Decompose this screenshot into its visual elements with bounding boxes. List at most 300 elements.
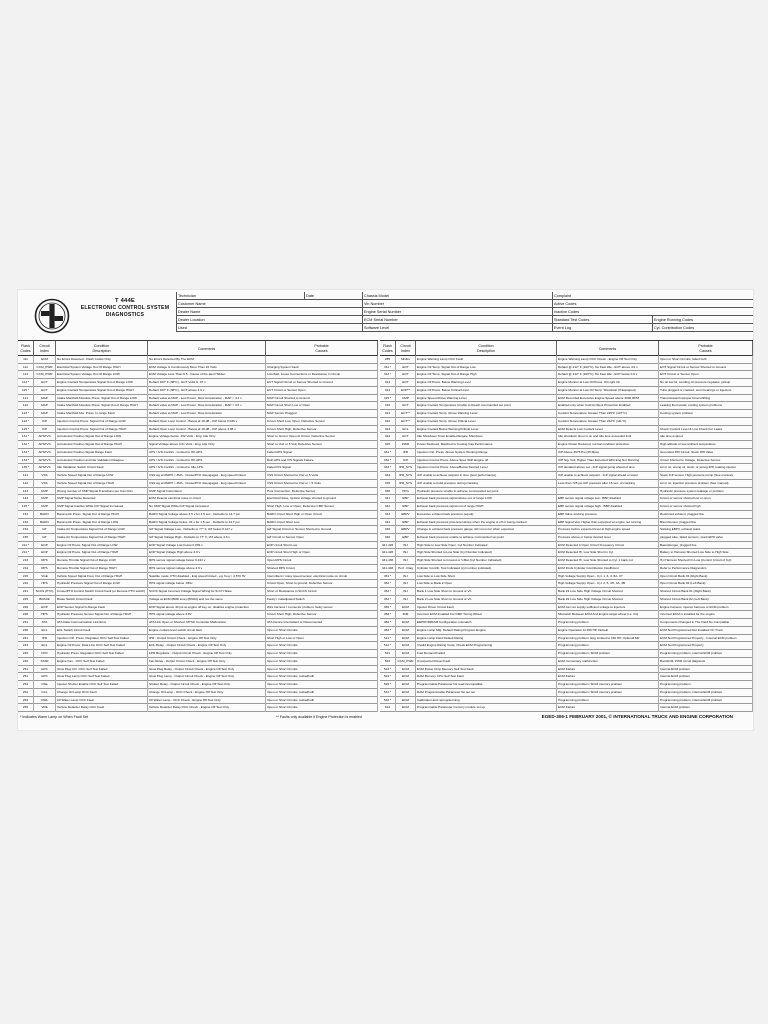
condition-description: Injection Control Press. Signal Out of Range LOW <box>56 418 148 426</box>
circuit-index: CMP <box>34 488 56 496</box>
circuit-index: HPS <box>34 611 56 619</box>
table-row <box>380 689 753 697</box>
table-row <box>380 611 753 619</box>
circuit-index: EOT <box>396 364 416 372</box>
header-field-9: Inactive Codes <box>552 308 753 316</box>
flash-code: 612 <box>380 704 396 712</box>
table-row <box>18 573 378 581</box>
circuit-index: EBP <box>396 534 416 542</box>
comments: APS / IVS Conflict - Limited to 0% APS <box>148 457 266 465</box>
condition-description: RAM Programmable Parameter list out set <box>416 689 557 697</box>
comments: HPS signal voltage below .039v <box>148 580 266 588</box>
comments: Coolant Temperature Greater Than 232°F (111°C) <box>557 418 659 426</box>
probable-causes: Circuit Short High, Defective Sensor <box>266 611 378 619</box>
table-row <box>380 642 753 650</box>
header-field-1: Date <box>304 292 362 300</box>
table-row <box>380 549 753 557</box>
condition-description: Engine Coolant Below Warning/Critical Level <box>416 426 557 434</box>
column-header <box>416 341 557 357</box>
condition-description: Cruise/PTO Control Switch Circuit Fault (or Remote PTO switch) <box>56 588 148 596</box>
condition-description: Engine Oil Press. Below Warning Level <box>416 379 557 387</box>
condition-description: Engine Coolant Temperature Signal Out of Range LOW <box>56 379 148 387</box>
table-row <box>380 426 753 434</box>
flash-code: 145 * <box>18 503 34 511</box>
probable-causes: Open or Short Circuits <box>266 666 378 674</box>
table-row <box>380 410 753 418</box>
probable-causes: MAP Circuit Short Low or Open <box>266 402 378 410</box>
circuit-index: ECL <box>34 642 56 650</box>
circuit-index: IPR_SYS <box>396 464 416 472</box>
condition-description: ATA Data Communication Link Error <box>56 619 148 627</box>
flash-code: 322 <box>380 418 396 426</box>
circuit-index: EOT <box>396 371 416 379</box>
comments: VSS sig at 0MPH < 3Mh - Cruise/PTO disengaged - Eng speed limited <box>148 472 266 480</box>
table-row <box>18 488 378 496</box>
flash-code: 285 <box>380 356 396 364</box>
table-row <box>18 689 378 697</box>
table-row <box>18 635 378 643</box>
table-row <box>18 371 378 379</box>
probable-causes: No oil low lvl, sending oil pressure regulator, pickup <box>659 379 753 387</box>
circuit-index: GPC <box>34 666 56 674</box>
column-header-label: Index <box>401 349 410 353</box>
circuit-index: MAP <box>34 410 56 418</box>
comments: Default 100° F (38°C) - ECT above 4.6 v <box>148 387 266 395</box>
condition-description: Vehicle Retarder Relay OCC Fault <box>56 704 148 712</box>
probable-causes: VSS Circuit Shorted to Vref or > 5 Volts <box>266 480 378 488</box>
comments: Oil Water Lamp - OCC Check - Engine Off Test Only <box>148 697 266 705</box>
circuit-index: CMP <box>34 503 56 511</box>
flash-code: 125 * <box>18 426 34 434</box>
probable-causes: Open or Short Circuits, lockedbulb <box>266 697 378 705</box>
flash-code: 114 * <box>18 379 34 387</box>
circuit-index: INJ <box>396 542 416 550</box>
flash-code: 342 <box>380 503 396 511</box>
circuit-index: IAT <box>34 534 56 542</box>
table-row <box>380 588 753 596</box>
flash-code: 421-426 <box>380 549 396 557</box>
probable-causes: Open or Short Circuits <box>266 681 378 689</box>
circuit-index: ECM <box>396 650 416 658</box>
sheet-footer <box>18 713 753 727</box>
flash-code: 216 <box>18 580 34 588</box>
circuit-index: IPR <box>34 635 56 643</box>
flash-code: 343 <box>380 511 396 519</box>
condition-description: Engine Speed Above Warning Level <box>416 395 557 403</box>
comments: Default Open Loop Control - Below at 18 dB - ICP above 4.88 v <box>148 426 266 434</box>
table-row <box>18 364 378 372</box>
flash-code: 231 <box>18 619 34 627</box>
probable-causes: IAT Signal Circuit or Sensor Shorted to Ground <box>266 526 378 534</box>
probable-causes: Poor Connection, Defective Sensor <box>266 488 378 496</box>
comments: Default value at MAP - Low Power, Slow Acceleration - MAP > 4.6 v <box>148 402 266 410</box>
comments: ECM Voltage Is Continuously More Than 16 Volts <box>148 364 266 372</box>
flash-code: 142 <box>18 480 34 488</box>
condition-description: Glow Plug Ctrl. OCC Self Test Failed <box>56 666 148 674</box>
table-row <box>18 588 378 596</box>
probable-causes: Transmission/Improper Downshifting <box>659 395 753 403</box>
circuit-index: RPS <box>34 565 56 573</box>
circuit-index: MAP <box>34 402 56 410</box>
condition-description: Remote Throttle Signal Out of Range LOW <box>56 557 148 565</box>
comments: No Errors Detected By The ECM <box>148 356 266 364</box>
comments: High Voltage Supply Open - Cyl. 1, 6, 3, 8A, 3? <box>557 573 659 581</box>
condition-description: Calibration and reprogramming <box>416 697 557 705</box>
condition-description: Wrong number of CMP Signal Transitions per Cam Rev <box>56 488 148 496</box>
comments: Shutter Relay - Output Circuit Check - Engine Off Test Only <box>148 681 266 689</box>
table-row <box>18 472 378 480</box>
probable-causes: Programming problem, internal ECM problem <box>659 689 753 697</box>
circuit-index: ECM <box>396 666 416 674</box>
condition-description: Accelerator Position Signal Out of Range LOW <box>56 433 148 441</box>
table-row <box>18 410 378 418</box>
flash-code: 124 * <box>18 418 34 426</box>
circuit-index: ECT** <box>396 418 416 426</box>
condition-description: Hydraulic Press. Regulator OCC Self Test Failed <box>56 650 148 658</box>
condition-description: Intake Manifold Absolute Press. Signal Out of Range LOW <box>56 395 148 403</box>
circuit-index: BARO <box>34 511 56 519</box>
circuit-index: ECT <box>34 387 56 395</box>
circuit-index: APS/IVS <box>34 464 56 472</box>
table-row <box>18 356 378 364</box>
table-row <box>380 433 753 441</box>
column-header-label: Comments <box>197 346 216 351</box>
condition-description: Engine Oil Press. Data Line OCC Self Test Failed <box>56 642 148 650</box>
condition-description: EEPROM/RAM Configuration mismatch <box>416 619 557 627</box>
probable-causes: Short to Vref or 5 Volt, Defective Sensor <box>266 441 378 449</box>
flash-code: 451 * <box>380 573 396 581</box>
probable-causes: Check Coolant Level & Low Check For Leaks <box>659 426 753 434</box>
circuit-index: INJ <box>396 580 416 588</box>
condition-description: Engine Oil Press. Signal Out of Range LOW <box>56 542 148 550</box>
probable-causes: ECT Signal Circuit or Sensor Shorted to Ground <box>266 379 378 387</box>
column-header <box>659 341 753 357</box>
condition-description: Engine Fan - OCC Self Test Failed <box>56 658 148 666</box>
table-row <box>18 666 378 674</box>
condition-description: Cylinder Contrib. Test Indicated (cyl number indicated) <box>416 565 557 573</box>
table-header-row <box>380 340 753 356</box>
condition-description: Exhaust back pressure signal above out of range LOW <box>416 495 557 503</box>
circuit-index: APS/IVS <box>34 433 56 441</box>
flash-code: 212 * <box>18 549 34 557</box>
flash-code: 313 <box>380 379 396 387</box>
flash-code: 324 <box>380 433 396 441</box>
circuit-index: PWR <box>396 441 416 449</box>
probable-causes: Components Changed in The Field No Compatible <box>659 619 753 627</box>
left-table <box>18 340 378 712</box>
circuit-index: ECL <box>34 627 56 635</box>
circuit-index: IPR <box>396 449 416 457</box>
comments: ICP Above 3675 Psi (25 Mpa) <box>557 449 659 457</box>
circuit-index: INJ <box>396 557 416 565</box>
probable-causes: ATA Device Intermittent or Disconnected <box>266 619 378 627</box>
probable-causes: Battery to Harness Shorted Low Side to High Side <box>659 549 753 557</box>
document-title <box>80 298 170 319</box>
flash-code: 312 * <box>380 371 396 379</box>
probable-causes: Cooling system problem <box>659 410 753 418</box>
flash-code: 152 <box>18 519 34 527</box>
probable-causes: Circuit Short Low, Open, Defective Sensor <box>266 418 378 426</box>
comments: APS / IVS Conflict - Limited to Idle APS <box>148 464 266 472</box>
circuit-index: CMP <box>34 495 56 503</box>
circuit-index: APS/IVS <box>34 441 56 449</box>
condition-description: Exhaust back pressure plus-level above when the engine is off or being cranked <box>416 519 557 527</box>
flash-code: 321 <box>380 410 396 418</box>
probable-causes: Internal ECM problem <box>659 704 753 712</box>
table-row <box>380 395 753 403</box>
flash-code: 228 <box>18 611 34 619</box>
flash-code: 131 * <box>18 433 34 441</box>
circuit-index: INJ <box>396 573 416 581</box>
condition-description: Injector Driver Circuit Fault <box>416 604 557 612</box>
probable-causes: ECM Not Programmed Properly <box>659 642 753 650</box>
column-header-label: Comments <box>598 346 617 351</box>
probable-causes: Shorted RPS Circuit <box>266 565 378 573</box>
comments: ECM Finds Cylinder Contribution Insufficient <box>557 565 659 573</box>
probable-causes: Idle time expired <box>659 433 753 441</box>
comments: Engine Voltage below .152 Volts - Eng. Idle Only <box>148 433 266 441</box>
probable-causes: Open or Short Circuits, lockedbulb <box>266 673 378 681</box>
table-row <box>380 371 753 379</box>
table-row <box>380 573 753 581</box>
circuit-index: CCM_PWR <box>396 658 416 666</box>
condition-description: RAM Memory CPU Self Test Fault <box>416 673 557 681</box>
flash-code: 243 <box>18 642 34 650</box>
table-row <box>18 650 378 658</box>
circuit-index: STAR <box>34 658 56 666</box>
flash-code: 112 <box>18 364 34 372</box>
comments: Glow Plug Relay - Output Circuit Check - Engine Off Test Only <box>148 666 266 674</box>
comments: CMP Signal Intermittent <box>148 488 266 496</box>
condition-description: Injection Control Press. Signal Out of Range HIGH <box>56 426 148 434</box>
probable-causes: Stuck ICP sensor, High pressure pump (See manual) <box>659 472 753 480</box>
title-line: ELECTRONIC CONTROL SYSTEM <box>80 305 170 311</box>
flash-code: 225 <box>18 596 34 604</box>
flash-code: 311 * <box>380 364 396 372</box>
comments: ECM Detected A Open Circuit Frequency Circuit <box>557 542 659 550</box>
circuit-index: IAT <box>34 526 56 534</box>
circuit-index: VGE <box>34 573 56 581</box>
circuit-index: EBP <box>396 503 416 511</box>
flash-code: 262 <box>18 689 34 697</box>
table-row <box>380 557 753 565</box>
probable-causes: Open or Short Circuits <box>266 650 378 658</box>
condition-description: Power Reduced, Matched to Cooling Cap Performance <box>416 441 557 449</box>
probable-causes <box>266 356 378 364</box>
table-row <box>18 604 378 612</box>
condition-description: ICP unable to build pressure during cranking <box>416 480 557 488</box>
condition-description: Hydraulic Pressure Signal Out of Range LOW <box>56 580 148 588</box>
probable-causes: BARO circuit Short Low <box>266 519 378 527</box>
condition-description: Injection Ctrl. Press. Regulator OCC Self Test Failed <box>56 635 148 643</box>
table-row <box>18 580 378 588</box>
probable-causes: Programming problem, internal ECM problem <box>659 650 753 658</box>
table-row <box>18 704 378 712</box>
comments: Default Open Loop Control - Below at 18 dB - ICP below 0.039 v <box>148 418 266 426</box>
comments: Default @ 212° F (100°C), No Fast Idle - EOT above 4.6 v <box>557 364 659 372</box>
condition-description: ICP unable to achieve setpoint in time (poor performance) <box>416 472 557 480</box>
table-row <box>380 356 753 364</box>
circuit-index: ECT <box>396 433 416 441</box>
table-row <box>18 549 378 557</box>
condition-description: Incorrect ECM Installed For DMP Timing Wheel <box>416 611 557 619</box>
probable-causes: BARO circuit Short High or Open Circuit <box>266 511 378 519</box>
table-row <box>380 697 753 705</box>
table-row <box>380 449 753 457</box>
comments: Less than 725 psi ICP pressure after 15 sec. of cranking <box>557 480 659 488</box>
condition-description: Engine Lamp Mfg. Default Rating Program Engine <box>416 627 557 635</box>
probable-causes: Restricted exhaust, plugged line <box>659 511 753 519</box>
circuit-index: CCM_PWR <box>34 364 56 372</box>
table-row <box>380 402 753 410</box>
flash-code: 246 <box>18 658 34 666</box>
probable-causes: EOP circuit Short High or Open <box>266 549 378 557</box>
header-field-17: Cyl. Contribution Codes <box>652 324 753 332</box>
circuit-index: MAP <box>34 395 56 403</box>
comments: SCCS Signal Incorrect Voltage Signal Wiring for 5x3 H State <box>148 588 266 596</box>
condition-description: High Side to Low Side Open. Cyl Number Indicated <box>416 542 557 550</box>
probable-causes: Incorrect ECM is installed for the engine <box>659 611 753 619</box>
comments: Engine Monitor at Low Oil Press. Oil Light On <box>557 379 659 387</box>
table-row <box>380 457 753 465</box>
circuit-index: EOP <box>34 549 56 557</box>
circuit-index: CCM_PWR <box>34 371 56 379</box>
flash-code: 245 <box>18 650 34 658</box>
comments: ECM Recorded Excessive Engine Speed above 3000 RPM <box>557 395 659 403</box>
column-header-label: Causes <box>315 349 328 353</box>
condition-description: Change Oil Lamp OCC Fault <box>56 689 148 697</box>
condition-description: Injection Control Press. Above/Below Desired Level <box>416 464 557 472</box>
comments: Default value at MAP - Low Power, Slow Acceleration <box>148 410 266 418</box>
column-header <box>396 341 416 357</box>
condition-description: Engine Coolant Temp. Above Warning Level <box>416 410 557 418</box>
condition-description: Invalid Engine Rating Code, Check ECM Programming <box>416 642 557 650</box>
table-row <box>18 642 378 650</box>
table-row <box>18 433 378 441</box>
flash-code: 335 <box>380 480 396 488</box>
probable-causes: Circuit or sensor shorted low or open <box>659 495 753 503</box>
table-row <box>380 542 753 550</box>
flash-code: 251 <box>18 666 34 674</box>
comments: EOP Signal Voltage High above 4.9 v <box>148 549 266 557</box>
circuit-index: ATA <box>34 619 56 627</box>
column-header-label: Probable <box>698 344 713 348</box>
column-header <box>34 341 56 357</box>
flash-code: 331 * <box>380 449 396 457</box>
condition-description: Excessive exhaust back pressure (equal) <box>416 511 557 519</box>
flash-code: 315 * <box>380 395 396 403</box>
probable-causes: Open or Short Circuits, lockedbulb <box>266 689 378 697</box>
probable-causes: Wire harness / connector problem, faulty sensor <box>266 604 378 612</box>
condition-description: ECM Power Drop Memory Self Test Fault <box>416 666 557 674</box>
flash-code: 346 <box>380 534 396 542</box>
comments: Bank #1 Low Side High Voltage Circuit Shorted <box>557 588 659 596</box>
probable-causes: Circuit or sensor shorted high <box>659 503 753 511</box>
column-header <box>380 341 396 357</box>
column-header-label: Flash <box>383 344 392 348</box>
probable-causes: Leaking thermostat, cooling system problems <box>659 402 753 410</box>
header-field-11: ECM Serial Number <box>362 316 552 324</box>
condition-description: CMP Signal Noise Detected <box>56 495 148 503</box>
circuit-index: FSE <box>34 681 56 689</box>
probable-causes: Open or Short Circuits <box>266 704 378 712</box>
flash-code: 213 <box>18 557 34 565</box>
comments: ICP deviated above set - ICP signal going ahead of time <box>557 464 659 472</box>
flash-code: 482 * <box>380 619 396 627</box>
probable-causes: MAP Circuit Shorted to Ground <box>266 395 378 403</box>
condition-description: ECL Switch Circuit Fault <box>56 627 148 635</box>
comments: Coolant Temperature Greater Than 225°F (107°C) <box>557 410 659 418</box>
condition-description: Vehicle Speed Signal Freq. Out of Range HIGH <box>56 573 148 581</box>
flash-code: 453 * <box>380 588 396 596</box>
circuit-index: VSS <box>34 480 56 488</box>
table-row <box>18 681 378 689</box>
table-row <box>380 364 753 372</box>
probable-causes: Failed APS Signal <box>266 449 378 457</box>
table-row <box>18 526 378 534</box>
header-field-3: Complaint <box>552 292 753 300</box>
table-row <box>18 387 378 395</box>
probable-causes: ECT Circuit or Sensor Open <box>266 387 378 395</box>
flash-code: 251 <box>18 673 34 681</box>
circuit-index: EBPV <box>396 511 416 519</box>
probable-causes: Open or Short Circuits <box>266 658 378 666</box>
comments: Programming problem <box>557 642 659 650</box>
comments: Programming problem / ECM memory problem <box>557 681 659 689</box>
condition-description: Barometric Press. Signal Out of Range HIGH <box>56 511 148 519</box>
probable-causes: EOT Circuit or Sensor Open <box>659 371 753 379</box>
condition-description: Engine Warning Lamp OCC Fault <box>416 356 557 364</box>
comments: Engine Operation At 250 HP, Default <box>557 627 659 635</box>
flash-code: 122 <box>18 402 34 410</box>
header-field-12: Standard Test Codes <box>552 316 652 324</box>
comments: RPS sensor signal voltage above 4.9 v <box>148 565 266 573</box>
column-header-label: Flash <box>21 344 30 348</box>
header-field-14: Used <box>176 324 362 332</box>
comments: Fan Relay - Output Circuit Check - Engine Off Test Only <box>148 658 266 666</box>
header-fields <box>176 292 753 340</box>
flash-code: 263 <box>18 697 34 705</box>
condition-description: Bank 2 Low Side Short to Ground or Vb <box>416 596 557 604</box>
table-row <box>380 673 753 681</box>
column-header-label: Description <box>477 349 495 353</box>
comments: IPR - Output Circuit Check - Engine Off Test Only <box>148 635 266 643</box>
probable-causes: Short to Gnd or Open At Circuit, Defective Sensor <box>266 433 378 441</box>
condition-description: Programmable Parameter memory module set up <box>416 704 557 712</box>
column-header-label: Causes <box>699 349 712 353</box>
probable-causes: Circuit Shorted to Voltage, Defective Sensor <box>659 457 753 465</box>
probable-causes: Shorted Circuit Bank #2 (Left Bank) <box>659 596 753 604</box>
table-row <box>18 449 378 457</box>
footnote-engine-protection: ** Faults only available if Engine Protection is enabled <box>276 715 362 719</box>
condition-description: Intake Manifold Abs. Press. In-range Fault <box>56 410 148 418</box>
table-row <box>18 495 378 503</box>
table-row <box>18 542 378 550</box>
circuit-index: ECM <box>396 642 416 650</box>
table-row <box>380 480 753 488</box>
condition-description: Injection Ctrl. Press. Above System Working Range <box>416 449 557 457</box>
column-header <box>557 341 659 357</box>
probable-causes <box>659 418 753 426</box>
condition-description: Programmable Parameter list read incompatible <box>416 681 557 689</box>
condition-description: Engine Oil Press. Signal Out of Range HIGH <box>56 549 148 557</box>
comments: ICP Sig. Volt. Higher Than Expected With Eng Not Running <box>557 457 659 465</box>
table-row <box>380 604 753 612</box>
condition-description: EOP Sensor Signal In-Range Fault <box>56 604 148 612</box>
comments: Default value at MAP - Low Power, Slow Acceleration - MAP < 4.3 v <box>148 395 266 403</box>
title-line: T 444E <box>115 298 135 304</box>
probable-causes: MAP Sensor Plugged <box>266 410 378 418</box>
